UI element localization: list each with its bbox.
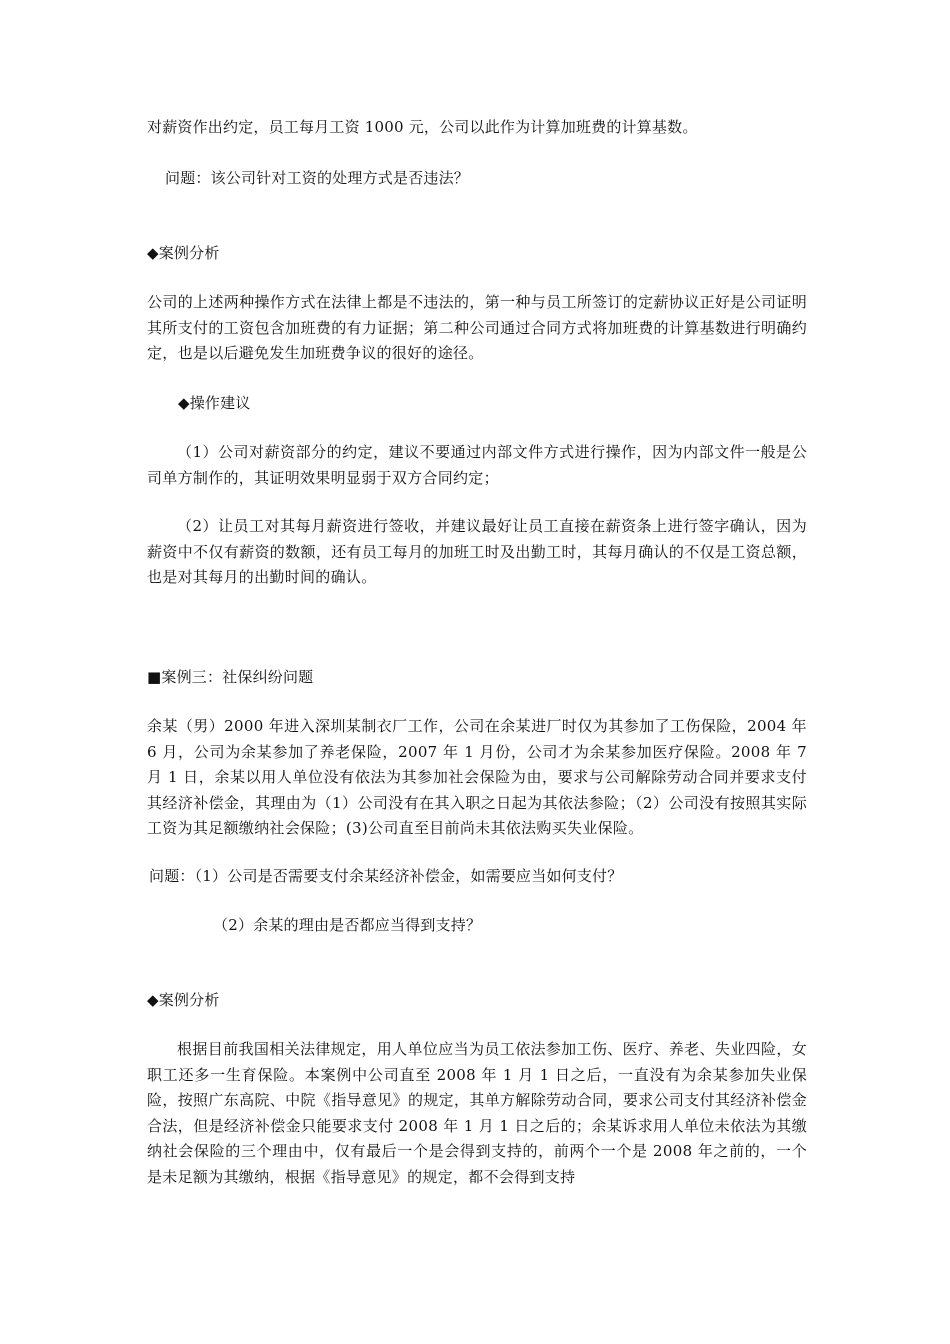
question-1: 问题：该公司针对工资的处理方式是否违法？ [165,169,470,187]
heading-case-three: ■案例三：社保纠纷问题 [147,668,314,686]
question-2-part-2: （2）余某的理由是否都应当得到支持？ [213,916,482,934]
paragraph-case-three: 余某（男）2000 年进入深圳某制衣厂工作，公司在余某进厂时仅为其参加了工伤保险，2004 年 6 月，公司为余某参加了养老保险，2007 年 1 月份，公司才为余某参加医疗保险。2008 年 7 月 1 日，余某以用人单位没有依法为其参加社会保险为由，要求与公司解除劳动合同并要求支付其经济补偿金，其理由为（1）公司没有在其入职之日起为其依法参险；（2）公司没有按照其实际工资为其足额缴纳社会保险；(3)公司直至目前尚未其依法购买失业保险。 [147,717,807,837]
heading-case-analysis-1: ◆案例分析 [147,244,220,262]
paragraph-advice-1: （1）公司对薪资部分的约定，建议不要通过内部文件方式进行操作，因为内部文件一般是公司单方制作的，其证明效果明显弱于双方合同约定； [147,443,807,487]
paragraph-analysis-1: 公司的上述两种操作方式在法律上都是不违法的，第一种与员工所签订的定薪协议正好是公司证明其所支付的工资包含加班费的有力证据；第二种公司通过合同方式将加班费的计算基数进行明确约定，也是以后避免发生加班费争议的很好的途径。 [147,293,807,362]
paragraph-advice-2: （2）让员工对其每月薪资进行签收，并建议最好让员工直接在薪资条上进行签字确认，因为薪资中不仅有薪资的数额，还有员工每月的加班工时及出勤工时，其每月确认的不仅是工资总额，也是对其每月的出勤时间的确认。 [147,517,807,586]
paragraph-salary-agreement: 对薪资作出约定，员工每月工资 1000 元，公司以此作为计算加班费的计算基数。 [147,118,698,136]
paragraph-analysis-2: 根据目前我国相关法律规定，用人单位应当为员工依法参加工伤、医疗、养老、失业四险，女职工还多一生育保险。本案例中公司直至 2008 年 1 月 1 日之后，一直没有为余某参加失业保险，按照广东高院、中院《指导意见》的规定，其单方解除劳动合同，要求公司支付其经济补偿金合法，但是经济补偿金只能要求支付 2008 年 1 月 1 日之后的；余某诉求用人单位未依法为其缴纳社会保险的三个理由中，仅有最后一个是会得到支持的，前两个一个是 2008 年之前的，一个是未足额为其缴纳，根据《指导意见》的规定，都不会得到支持 [147,1040,807,1186]
question-2-part-1: 问题：（1）公司是否需要支付余某经济补偿金，如需要应当如何支付？ [149,867,623,885]
heading-operation-advice: ◆操作建议 [178,394,251,412]
heading-case-analysis-2: ◆案例分析 [147,991,220,1009]
